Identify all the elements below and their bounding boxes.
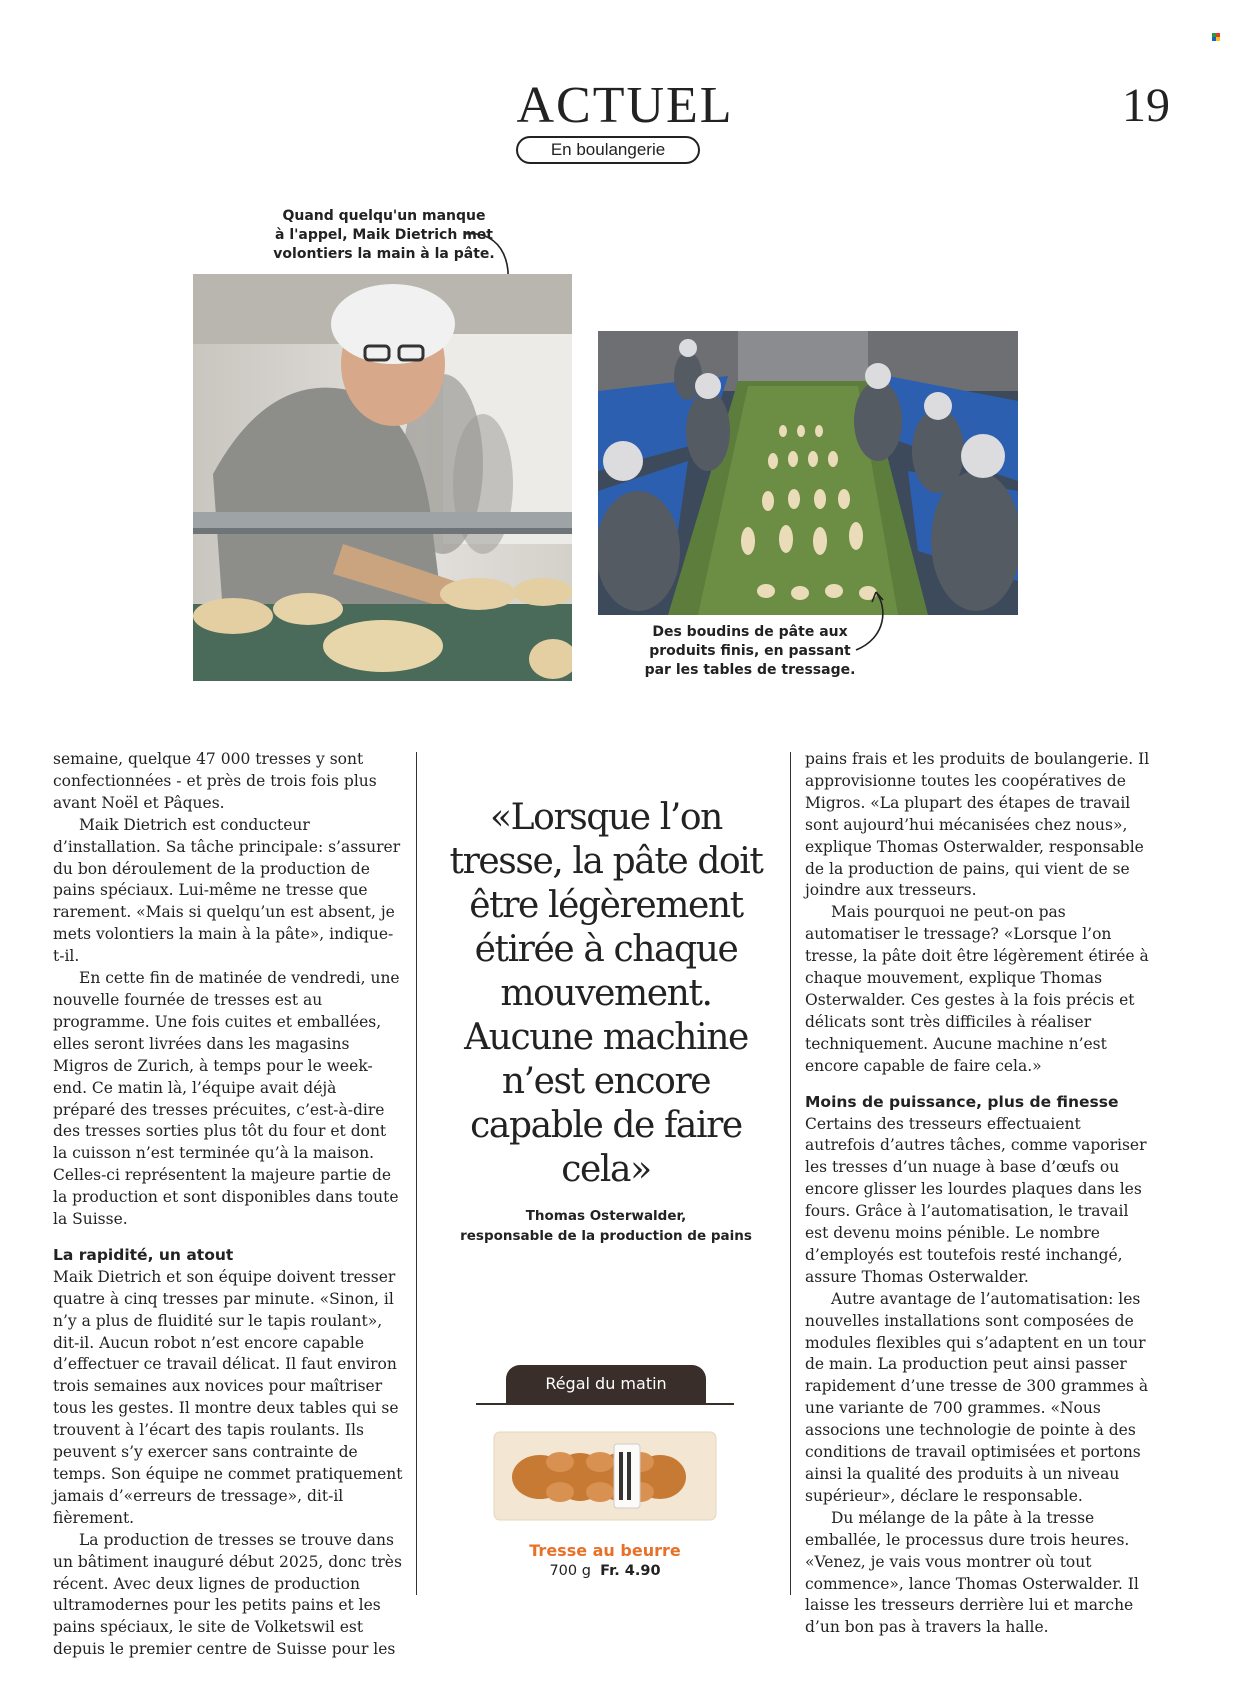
body-paragraph: En cette fin de matinée de vendredi, une nouvelle fournée de tresses est au programme. Une fois cuites et emballées, elles seront livrées dans les magasins Migros de Zurich, à temps pour le week-end. Ce matin là, l’équipe avait déjà préparé des tresses précuites, c’est-à-dire des tresses sorties plus tôt du four et dont la cuisson n’est terminée qu’à la maison. Celles-ci représentent la majeure partie de la production et sont disponibles dans toute la Suisse.: [53, 969, 400, 1229]
section-title: ACTUEL: [516, 77, 734, 134]
caption-line: produits finis, en passant: [649, 643, 851, 659]
photo-baker: [193, 274, 572, 681]
product-price: [476, 1561, 734, 1581]
product-weight: 700 g: [549, 1563, 591, 1579]
body-paragraph: Maik Dietrich est conducteur d’installation. Sa tâche principale: s’assurer du bon déroulement de la production de pains spéciaux. Lui-même ne tresse que rarement. «Mais si quelqu’un est absent, je mets volontiers la main à la pâte», indique-t-il.: [53, 815, 401, 966]
photo-production-line: [598, 331, 1018, 615]
section-heading: La rapidité, un atout: [53, 1245, 234, 1264]
offer-tab: Régal du matin: [506, 1365, 706, 1403]
body-paragraph: Autre avantage de l’automatisation: les nouvelles installations sont composées de modules flexibles qui s’adaptent en un tour de main. La production peut ainsi passer rapidement d’une tresse de 300 grammes à une variante de 700 grammes. «Nous associons une technologie de pointe à des conditions de travail optimisées et portons ainsi la qualité des produits à un niveau supérieur», déclare le responsable.: [805, 1289, 1149, 1505]
column-divider: [790, 752, 791, 1595]
body-paragraph: La production de tresses se trouve dans un bâtiment inauguré début 2025, donc très récent. Avec deux lignes de production ultramodernes pour les petits pains et les pains spéciaux, le site de Volketswil est depuis le premier centre de Suisse pour les: [53, 1530, 402, 1659]
caption-line: Des boudins de pâte aux: [652, 624, 848, 640]
page-number: 19: [1122, 79, 1170, 132]
article-column-left: [53, 749, 403, 1661]
photo1-caption: [234, 207, 534, 264]
body-paragraph: Maik Dietrich et son équipe doivent tresser quatre à cinq tresses par minute. «Sinon, il n’y a plus de fluidité sur le tapis roulant», dit-il. Aucun robot n’est encore capable d’effectuer ce travail délicat. Il faut environ trois semaines aux novices pour maîtriser tous les gestes. Il montre deux tables qui se trouvent à l’écart des tapis roulants. Ils peuvent s’y exercer sans contrainte de temps. Son équipe ne commet pratiquement jamais d’«erreurs de tressage», dit-il fièrement.: [53, 1267, 403, 1527]
quote-attribution: [440, 1206, 772, 1246]
product-image: [490, 1422, 720, 1530]
body-paragraph: semaine, quelque 47 000 tresses y sont confectionnées - et près de trois fois plus avant Noël et Pâques.: [53, 750, 377, 812]
body-paragraph: Certains des tresseurs effectuaient autrefois d’autres tâches, comme vaporiser les tresses d’un nuage à base d’œufs ou encore glisser les lourdes plaques dans les fours. Grâce à l’automatisation, le travail est devenu moins pénible. Le nombre d’employés est toutefois resté inchangé, assure Thomas Osterwalder.: [805, 1114, 1147, 1286]
quote-source-role: responsable de la production de pains: [460, 1228, 752, 1244]
section-heading: Moins de puissance, plus de finesse: [805, 1092, 1119, 1111]
product-price-value: Fr. 4.90: [600, 1563, 661, 1579]
product-name: Tresse au beurre: [529, 1541, 681, 1560]
photo2-caption: [634, 623, 866, 680]
caption-line: Quand quelqu'un manque: [282, 208, 486, 224]
caption-line: par les tables de tressage.: [644, 662, 856, 678]
caption-line: à l'appel, Maik Dietrich met: [275, 227, 493, 243]
caption-line: volontiers la main à la pâte.: [273, 246, 495, 262]
body-paragraph: pains frais et les produits de boulangerie. Il approvisionne toutes les coopératives de Migros. «La plupart des étapes de travail sont aujourd’hui mécanisées chez nous», explique Thomas Osterwalder, responsable de la production de pains, qui vient de se joindre aux tresseurs.: [805, 750, 1150, 900]
body-paragraph: Du mélange de la pâte à la tresse emballée, le processus dure trois heures. «Venez, je vais vous montrer où tout commence», lance Thomas Osterwalder. Il laisse les tresseurs derrière lui et marche d’un bon pas à travers la halle.: [805, 1508, 1139, 1637]
article-column-right: [805, 749, 1155, 1639]
offer-divider: [476, 1403, 734, 1405]
pull-quote: «Lorsque l’on tresse, la pâte doit être légèrement étirée à chaque mouvement. Aucune machine n’est encore capable de faire cela»: [449, 797, 763, 1190]
quote-source-name: Thomas Osterwalder,: [525, 1208, 687, 1224]
registration-mark: [1212, 33, 1220, 41]
rubric-badge: En boulangerie: [516, 136, 700, 164]
column-divider: [416, 752, 417, 1595]
body-paragraph: Mais pourquoi ne peut-on pas automatiser le tressage? «Lorsque l’on tresse, la pâte doit être légèrement étirée à chaque mouvement, explique Thomas Osterwalder. Ces gestes à la fois précis et délicats sont très difficiles à réaliser techniquement. Aucune machine n’est encore capable de faire cela.»: [805, 903, 1149, 1075]
